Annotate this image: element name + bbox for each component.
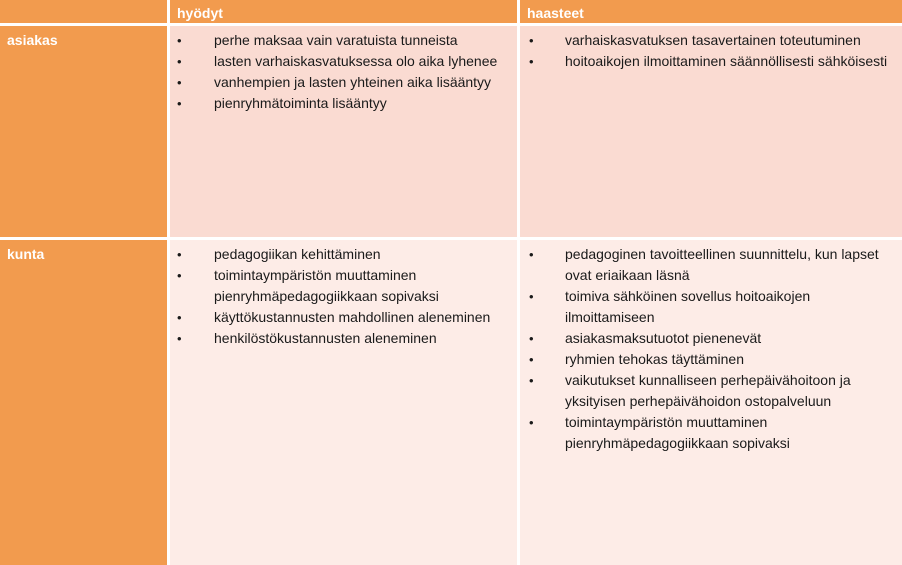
bullet-icon: • <box>177 247 182 262</box>
list-item: • käyttökustannusten mahdollinen aleneminen <box>177 307 517 328</box>
kunta-challenges-cell <box>520 240 902 565</box>
header-benefits: hyödyt <box>167 0 520 26</box>
list-item: • lasten varhaiskasvatuksessa olo aika lyhenee <box>177 51 517 72</box>
row-label-asiakas: asiakas <box>0 26 167 240</box>
bullet-icon: • <box>529 54 534 69</box>
asiakas-benefits-list <box>170 26 517 114</box>
asiakas-challenges-list <box>520 26 902 72</box>
bullet-icon: • <box>177 268 182 283</box>
kunta-benefits-list <box>170 240 517 349</box>
bullet-icon: • <box>177 310 182 325</box>
list-item: • asiakasmaksutuotot pienenevät <box>529 328 902 349</box>
list-item: • toimintaympäristön muuttaminen pienryhmäpedagogiikkaan sopivaksi <box>529 414 790 451</box>
kunta-challenges-list <box>520 240 902 454</box>
list-item: • toimiva sähköinen sovellus hoitoaikojen ilmoittamiseen <box>529 288 811 325</box>
list-item: • pedagogiikan kehittäminen <box>177 244 517 265</box>
asiakas-benefits-cell <box>167 26 520 240</box>
bullet-icon: • <box>177 331 182 346</box>
list-item: • hoitoaikojen ilmoittaminen säännöllisesti sähköisesti <box>529 51 902 72</box>
kunta-benefits-cell <box>167 240 520 565</box>
bullet-icon: • <box>529 331 534 346</box>
bullet-icon: • <box>177 33 182 48</box>
bullet-icon: • <box>177 75 182 90</box>
bullet-icon: • <box>529 352 534 367</box>
row-label-kunta: kunta <box>0 240 167 565</box>
header-challenges: haasteet <box>520 0 902 26</box>
list-item: • varhaiskasvatuksen tasavertainen toteutuminen <box>529 30 902 51</box>
bullet-icon: • <box>529 247 534 262</box>
asiakas-challenges-cell <box>520 26 902 240</box>
bullet-icon: • <box>529 373 534 388</box>
header-corner-cell <box>0 0 167 26</box>
bullet-icon: • <box>177 54 182 69</box>
list-item: • pienryhmätoiminta lisääntyy <box>177 93 517 114</box>
bullet-icon: • <box>529 415 534 430</box>
list-item: • vanhempien ja lasten yhteinen aika lisääntyy <box>177 72 517 93</box>
list-item: • henkilöstökustannusten aleneminen <box>177 328 517 349</box>
list-item: • perhe maksaa vain varatuista tunneista <box>177 30 517 51</box>
bullet-icon: • <box>529 33 534 48</box>
bullet-icon: • <box>529 289 534 304</box>
bullet-icon: • <box>177 96 182 111</box>
list-item: • vaikutukset kunnalliseen perhepäivähoitoon ja yksityisen perhepäivähoidon ostopalveluun <box>529 372 851 409</box>
list-item: • pedagoginen tavoitteellinen suunnittelu, kun lapset ovat eriaikaan läsnä <box>529 246 879 283</box>
list-item: • ryhmien tehokas täyttäminen <box>529 349 902 370</box>
list-item: • toimintaympäristön muuttaminen pienryhmäpedagogiikkaan sopivaksi <box>177 267 439 304</box>
